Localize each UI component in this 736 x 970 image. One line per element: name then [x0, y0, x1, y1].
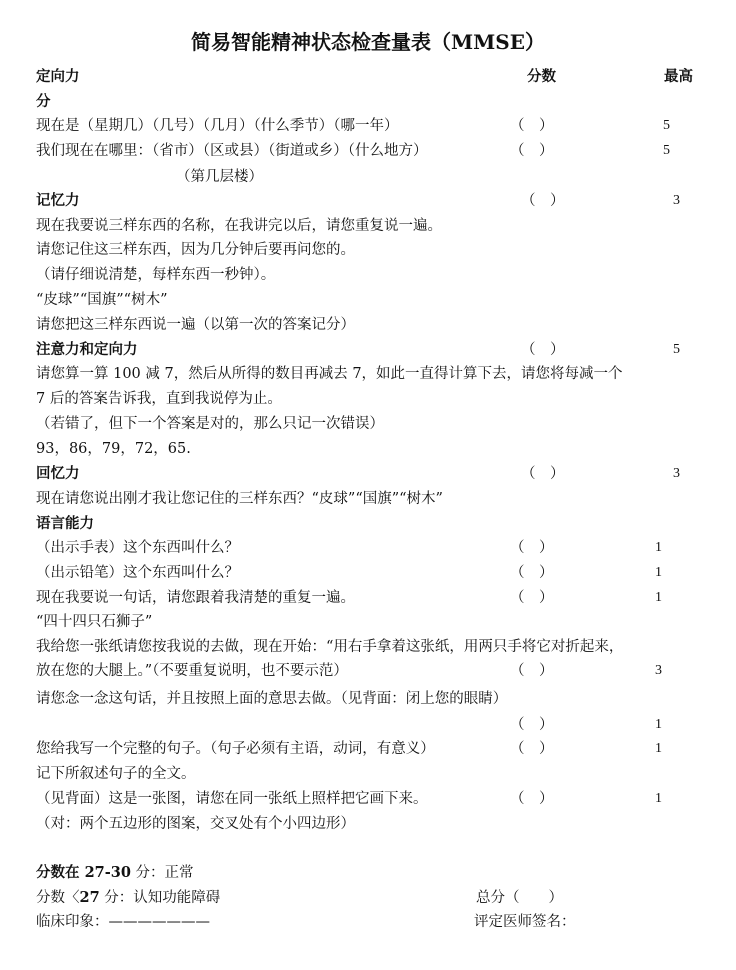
- language-item: 您给我写一个完整的句子。（句子必须有主语，动词，有意义）: [36, 741, 435, 757]
- max-score: 1: [655, 590, 662, 605]
- score-blank[interactable]: （ ）: [521, 466, 565, 482]
- attention-line: 请您算一算 100 减 7，然后从所得的数目再减去 7，如此一直得计算下去，请您将每减一个: [36, 366, 623, 382]
- max-score: 5: [663, 118, 670, 133]
- max-score: 1: [655, 741, 662, 756]
- orientation-question-1: 现在是（星期几）（几号）（几月）（什么季节）（哪一年）: [36, 118, 399, 134]
- recall-line: 现在请您说出刚才我让您记住的三样东西？“皮球”“国旗”“树木”: [36, 491, 443, 507]
- score-blank[interactable]: （ ）: [510, 717, 554, 733]
- section-language-heading: 语言能力: [36, 515, 94, 532]
- max-column-header-wrap: 分: [36, 93, 51, 110]
- language-item-continued: 记下所叙述句子的全文。: [36, 766, 196, 782]
- language-item: （出示手表）这个东西叫什么？: [36, 540, 239, 556]
- total-score-field[interactable]: 总分（ ）: [476, 890, 563, 906]
- max-score: 5: [663, 143, 670, 158]
- score-blank[interactable]: （ ）: [510, 540, 554, 556]
- orientation-question-2: 我们现在在哪里：（省市）（区或县）（街道或乡）（什么地方）: [36, 143, 428, 159]
- language-item-continued: 放在您的大腿上。”（不要重复说明，也不要示范）: [36, 663, 348, 679]
- attention-line: （若错了，但下一个答案是对的，那么只记一次错误）: [36, 416, 384, 432]
- impair-suffix: 分：认知功能障碍: [99, 890, 221, 906]
- attention-answers: 93，86，79，72，65.: [36, 441, 191, 457]
- score-blank[interactable]: （ ）: [510, 565, 554, 581]
- score-blank[interactable]: （ ）: [521, 342, 565, 358]
- language-item: （出示铅笔）这个东西叫什么？: [36, 565, 239, 581]
- section-memory-heading: 记忆力: [36, 192, 80, 209]
- memory-line: 请您记住这三样东西，因为几分钟后要再问您的。: [36, 242, 355, 258]
- score-blank[interactable]: （ ）: [510, 590, 554, 606]
- memory-words: “皮球”“国旗”“树木”: [36, 292, 168, 308]
- max-score: 3: [673, 193, 680, 208]
- max-score: 3: [655, 663, 662, 678]
- score-blank[interactable]: （ ）: [521, 193, 565, 209]
- score-blank[interactable]: （ ）: [510, 143, 554, 159]
- language-item: （见背面）这是一张图，请您在同一张纸上照样把它画下来。: [36, 791, 428, 807]
- normal-suffix: 分：正常: [130, 865, 194, 881]
- score-blank[interactable]: （ ）: [510, 791, 554, 807]
- score-column-header: 分数: [527, 68, 556, 85]
- section-attention-heading: 注意力和定向力: [36, 341, 138, 358]
- orientation-question-2-continued: （第几层楼）: [176, 169, 263, 185]
- memory-line: 现在我要说三样东西的名称，在我讲完以后，请您重复说一遍。: [36, 218, 442, 234]
- physician-signature-field[interactable]: 评定医师签名：: [474, 914, 576, 930]
- max-score: 1: [655, 791, 662, 806]
- max-score: 1: [655, 565, 662, 580]
- language-item: 现在我要说一句话，请您跟着我清楚的重复一遍。: [36, 590, 355, 606]
- score-blank[interactable]: （ ）: [510, 118, 554, 134]
- max-score: 1: [655, 540, 662, 555]
- clinical-impression-field[interactable]: 临床印象：———————: [36, 914, 210, 930]
- memory-line: （请仔细说清楚，每样东西一秒钟）。: [36, 267, 276, 283]
- impair-number: 27: [79, 889, 100, 906]
- score-blank[interactable]: （ ）: [510, 663, 554, 679]
- impair-prefix: 分数〈: [36, 890, 80, 906]
- max-score: 5: [673, 342, 680, 357]
- page-title: 简易智能精神状态检查量表（MMSE）: [191, 30, 545, 54]
- section-orientation-heading: 定向力: [36, 68, 80, 85]
- normal-range: 27-30: [84, 864, 131, 881]
- section-recall-heading: 回忆力: [36, 465, 80, 482]
- max-score: 1: [655, 717, 662, 732]
- language-item: 我给您一张纸请您按我说的去做，现在开始：“用右手拿着这张纸，用两只手将它对折起来，: [36, 639, 624, 655]
- language-item-continued: （对：两个五边形的图案，交叉处有个小四边形）: [36, 816, 355, 832]
- language-item: 请您念一念这句话，并且按照上面的意思去做。（见背面：闭上您的眼睛）: [36, 691, 508, 707]
- max-column-header: 最高: [664, 68, 693, 85]
- impairment-note: [36, 889, 220, 907]
- attention-line: 7 后的答案告诉我，直到我说停为止。: [36, 391, 282, 407]
- max-score: 3: [673, 466, 680, 481]
- repeat-phrase: “四十四只石狮子”: [36, 614, 153, 630]
- score-blank[interactable]: （ ）: [510, 741, 554, 757]
- normal-prefix: 分数在: [36, 864, 85, 881]
- normal-range-note: [36, 864, 194, 882]
- memory-line: 请您把这三样东西说一遍（以第一次的答案记分）: [36, 317, 355, 333]
